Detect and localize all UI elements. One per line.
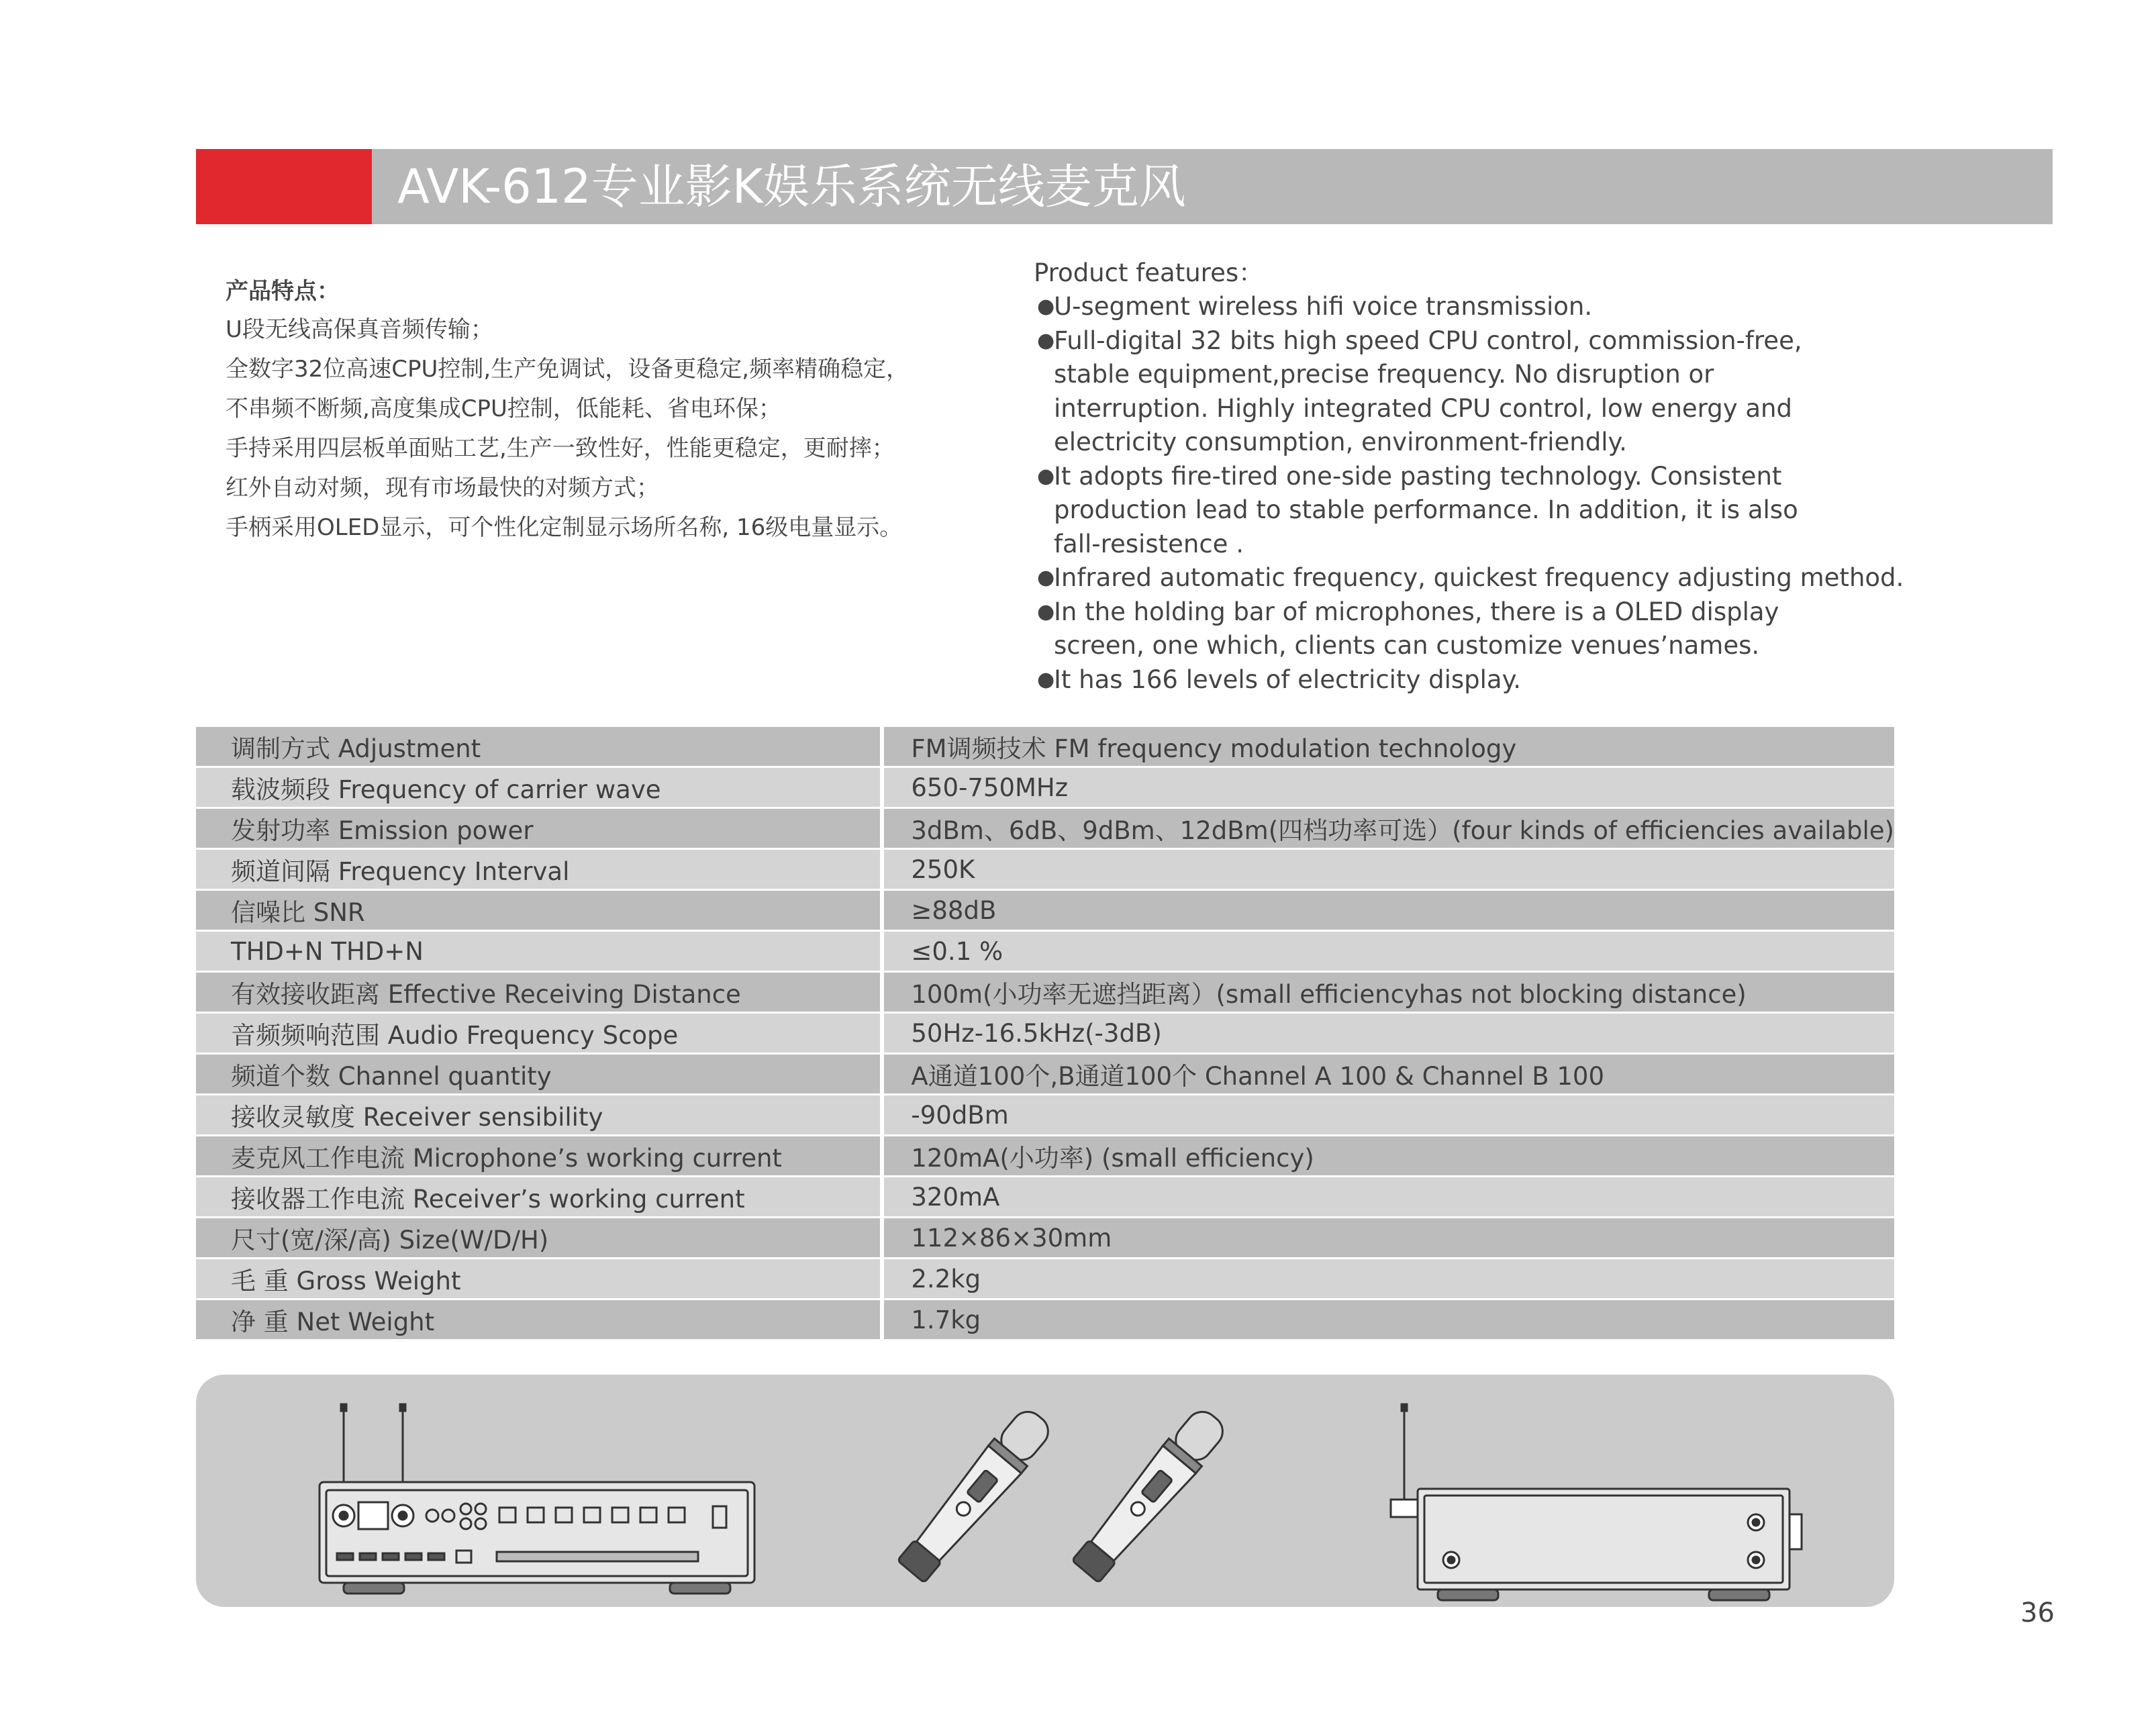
features-en-line: screen, one which, clients can customize venues’names.	[1054, 631, 1760, 660]
bullet-icon: ●	[1037, 464, 1055, 488]
spec-value: -90dBm	[882, 1095, 1894, 1136]
table-row	[196, 1054, 1894, 1095]
spec-label: 毛 重 Gross Weight	[196, 1259, 882, 1300]
spec-label: 载波频段 Frequency of carrier wave	[196, 767, 882, 808]
receiver-front-illustration	[317, 1402, 760, 1603]
table-row	[196, 849, 1894, 890]
features-en-line: It adopts fire-tired one-side pasting technology. Consistent	[1054, 461, 1782, 491]
spec-label: 音频频响范围 Audio Frequency Scope	[196, 1013, 882, 1054]
features-en	[1034, 256, 1906, 697]
spec-value: 650-750MHz	[882, 767, 1894, 808]
bullet-icon: ●	[1037, 667, 1055, 691]
spec-label: THD+N THD+N	[196, 931, 882, 972]
spec-label: 接收器工作电流 Receiver’s working current	[196, 1177, 882, 1218]
features-en-line: production lead to stable performance. In addition, it is also	[1054, 495, 1798, 524]
table-row	[196, 1218, 1894, 1259]
bullet-icon: ●	[1037, 295, 1055, 318]
spec-label: 净 重 Net Weight	[196, 1300, 882, 1340]
features-cn	[226, 273, 997, 548]
table-row	[196, 1259, 1894, 1300]
spec-label: 有效接收距离 Effective Receiving Distance	[196, 972, 882, 1013]
table-row	[196, 808, 1894, 849]
table-row	[196, 1136, 1894, 1177]
features-cn-line: 不串频不断频,高度集成CPU控制，低能耗、省电环保；	[226, 395, 781, 422]
spec-value: 112×86×30mm	[882, 1218, 1894, 1259]
features-en-item	[1034, 663, 1906, 697]
spec-table	[196, 727, 1894, 1341]
features-en-line: In the holding bar of microphones, there is a OLED display	[1054, 597, 1779, 626]
spec-label: 调制方式 Adjustment	[196, 727, 882, 767]
table-row	[196, 1013, 1894, 1054]
product-image-panel	[196, 1375, 1894, 1607]
table-row	[196, 727, 1894, 767]
spec-label: 频道间隔 Frequency Interval	[196, 849, 882, 890]
features-en-line: Full-digital 32 bits high speed CPU control, commission-free,	[1054, 326, 1802, 355]
table-row	[196, 1300, 1894, 1340]
microphone-illustration	[874, 1388, 1075, 1603]
features-en-line: U-segment wireless hifi voice transmission.	[1054, 292, 1593, 321]
features-en-item	[1034, 460, 1906, 562]
spec-label: 信噪比 SNR	[196, 890, 882, 931]
bullet-icon: ●	[1037, 328, 1055, 352]
table-row	[196, 972, 1894, 1013]
table-row	[196, 931, 1894, 972]
table-row	[196, 767, 1894, 808]
features-en-line: Infrared automatic frequency, quickest frequency adjusting method.	[1054, 563, 1904, 592]
spec-value: 1.7kg	[882, 1300, 1894, 1340]
features-en-item	[1034, 561, 1906, 595]
spec-value: ≥88dB	[882, 890, 1894, 931]
spec-label: 发射功率 Emission power	[196, 808, 882, 849]
title-accent-block	[196, 149, 372, 224]
features-cn-line: 手持采用四层板单面贴工艺,生产一致性好，性能更稳定，更耐摔；	[226, 435, 895, 462]
features-en-line: It has 166 levels of electricity display.	[1054, 665, 1521, 694]
bullet-icon: ●	[1037, 599, 1055, 624]
features-en-heading: Product features：	[1034, 258, 1264, 287]
table-row	[196, 1095, 1894, 1136]
spec-value: 100m(小功率无遮挡距离）(small efficiencyhas not blocking distance)	[882, 972, 1894, 1013]
spec-value: 50Hz-16.5kHz(-3dB)	[882, 1013, 1894, 1054]
spec-value: ≤0.1 %	[882, 931, 1894, 972]
spec-label: 麦克风工作电流 Microphone’s working current	[196, 1136, 882, 1177]
features-en-line: stable equipment,precise frequency. No disruption or	[1054, 360, 1714, 389]
features-cn-line: 全数字32位高速CPU控制,生产免调试，设备更稳定,频率精确稳定，	[226, 356, 910, 383]
features-cn-heading: 产品特点：	[226, 278, 340, 305]
spec-value: 120mA(小功率) (small efficiency)	[882, 1136, 1894, 1177]
table-row	[196, 1177, 1894, 1218]
spec-label: 频道个数 Channel quantity	[196, 1054, 882, 1095]
features-en-line: electricity consumption, environment-friendly.	[1054, 428, 1627, 456]
table-row	[196, 890, 1894, 931]
spec-label: 接收灵敏度 Receiver sensibility	[196, 1095, 882, 1136]
spec-value: A通道100个,B通道100个 Channel A 100 & Channel B 100	[882, 1054, 1894, 1095]
features-en-item	[1034, 324, 1906, 460]
spec-value: FM调频技术 FM frequency modulation technology	[882, 727, 1894, 767]
bullet-icon: ●	[1037, 566, 1055, 589]
features-en-item	[1034, 290, 1906, 324]
microphone-illustration	[1048, 1388, 1250, 1603]
features-cn-line: 红外自动对频，现有市场最快的对频方式；	[226, 475, 659, 501]
receiver-side-illustration	[1364, 1402, 1820, 1603]
features-cn-line: 手柄采用OLED显示，可个性化定制显示场所名称, 16级电量显示。	[226, 514, 903, 541]
spec-value: 250K	[882, 849, 1894, 890]
spec-value: 320mA	[882, 1177, 1894, 1218]
features-en-line: fall-resistence .	[1054, 529, 1244, 558]
spec-value: 3dBm、6dB、9dBm、12dBm(四档功率可选）(four kinds of efficiencies available)	[882, 808, 1894, 849]
page-number: 36	[2020, 1598, 2055, 1628]
spec-label: 尺寸(宽/深/高) Size(W/D/H)	[196, 1218, 882, 1259]
spec-value: 2.2kg	[882, 1259, 1894, 1300]
title-bar	[196, 149, 2053, 224]
features-en-line: interruption. Highly integrated CPU control, low energy and	[1054, 393, 1792, 423]
features-en-item	[1034, 595, 1906, 663]
features-cn-line: U段无线高保真音频传输；	[226, 316, 493, 343]
page-title: AVK-612专业影K娱乐系统无线麦克风	[397, 159, 1186, 214]
